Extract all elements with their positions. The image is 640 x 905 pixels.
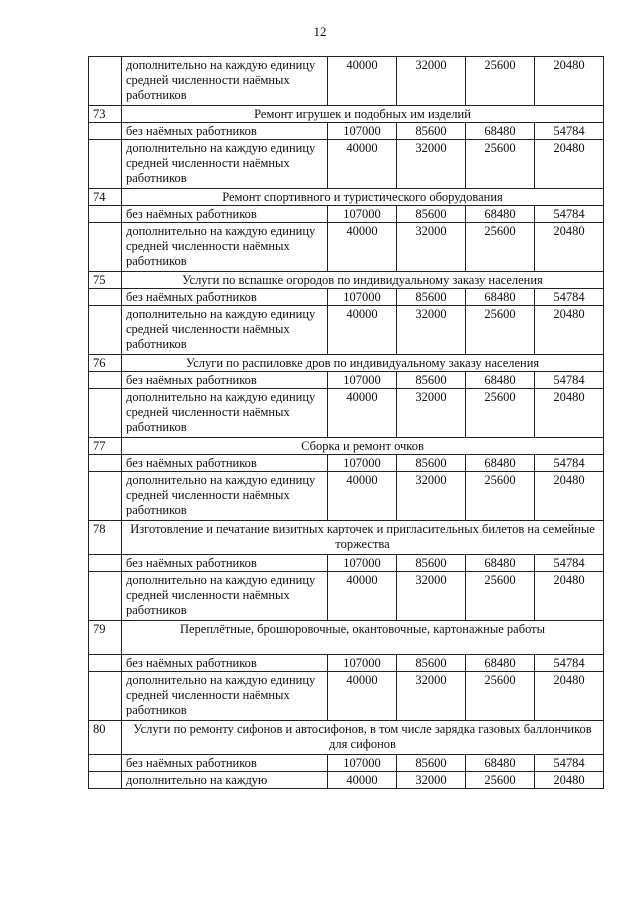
value-cell: 85600: [397, 206, 466, 223]
value-cell: 25600: [466, 472, 535, 521]
row-number: [89, 372, 122, 389]
no-employees-row: [89, 655, 604, 672]
section-title: Услуги по распиловке дров по индивидуальному заказу населения: [122, 355, 604, 372]
row-number: [89, 472, 122, 521]
no-employees-row: [89, 755, 604, 772]
row-label: дополнительно на каждую единицу средней численности наёмных работников: [122, 572, 328, 621]
section-number: 75: [89, 272, 122, 289]
value-cell: 107000: [328, 655, 397, 672]
value-cell: 54784: [535, 655, 604, 672]
row-label: без наёмных работников: [122, 289, 328, 306]
value-cell: 20480: [535, 572, 604, 621]
value-cell: 68480: [466, 372, 535, 389]
section-title: Переплётные, брошюровочные, окантовочные, картонажные работы: [122, 621, 604, 655]
section-title-row: [89, 521, 604, 555]
value-cell: 85600: [397, 123, 466, 140]
value-cell: 32000: [397, 472, 466, 521]
row-label: без наёмных работников: [122, 655, 328, 672]
value-cell: 20480: [535, 306, 604, 355]
value-cell: 107000: [328, 755, 397, 772]
section-number: 80: [89, 721, 122, 755]
value-cell: 40000: [328, 472, 397, 521]
value-cell: 68480: [466, 555, 535, 572]
per-employee-row: [89, 306, 604, 355]
value-cell: 54784: [535, 289, 604, 306]
value-cell: 25600: [466, 389, 535, 438]
per-employee-row: [89, 472, 604, 521]
value-cell: 68480: [466, 455, 535, 472]
section-number: 79: [89, 621, 122, 655]
row-label: без наёмных работников: [122, 123, 328, 140]
section-number: 74: [89, 189, 122, 206]
row-label: дополнительно на каждую единицу средней численности наёмных работников: [122, 389, 328, 438]
row-number: [89, 306, 122, 355]
section-title: Ремонт спортивного и туристического оборудования: [122, 189, 604, 206]
page-number: 12: [313, 24, 327, 39]
section-title-row: [89, 189, 604, 206]
value-cell: 25600: [466, 306, 535, 355]
value-cell: 40000: [328, 672, 397, 721]
row-number: [89, 123, 122, 140]
no-employees-row: [89, 455, 604, 472]
value-cell: 85600: [397, 455, 466, 472]
section-title: Услуги по вспашке огородов по индивидуальному заказу населения: [122, 272, 604, 289]
row-number: [89, 555, 122, 572]
section-title: Услуги по ремонту сифонов и автосифонов, в том числе зарядка газовых баллончиков для сифонов: [122, 721, 604, 755]
section-number: 77: [89, 438, 122, 455]
section-number: 78: [89, 521, 122, 555]
value-cell: 54784: [535, 372, 604, 389]
value-cell: 32000: [397, 223, 466, 272]
value-cell: 25600: [466, 572, 535, 621]
value-cell: 68480: [466, 655, 535, 672]
value-cell: 25600: [466, 672, 535, 721]
value-cell: 20480: [535, 223, 604, 272]
no-employees-row: [89, 123, 604, 140]
row-label: дополнительно на каждую единицу средней численности наёмных работников: [122, 306, 328, 355]
row-label: без наёмных работников: [122, 455, 328, 472]
value-cell: 68480: [466, 206, 535, 223]
value-cell: 40000: [328, 389, 397, 438]
value-cell: 20480: [535, 57, 604, 106]
section-title: Сборка и ремонт очков: [122, 438, 604, 455]
row-label: дополнительно на каждую единицу средней численности наёмных работников: [122, 472, 328, 521]
section-title-row: [89, 106, 604, 123]
row-label: дополнительно на каждую единицу средней численности наёмных работников: [122, 672, 328, 721]
continuation-row: [89, 57, 604, 106]
value-cell: 32000: [397, 389, 466, 438]
row-number: [89, 455, 122, 472]
value-cell: 20480: [535, 140, 604, 189]
row-label: дополнительно на каждую единицу средней численности наёмных работников: [122, 223, 328, 272]
value-cell: 20480: [535, 472, 604, 521]
row-label: без наёмных работников: [122, 206, 328, 223]
value-cell: 85600: [397, 755, 466, 772]
section-title-row: [89, 621, 604, 655]
value-cell: 25600: [466, 57, 535, 106]
per-employee-row: [89, 772, 604, 789]
section-title-row: [89, 272, 604, 289]
value-cell: 68480: [466, 289, 535, 306]
per-employee-row: [89, 672, 604, 721]
value-cell: 32000: [397, 572, 466, 621]
row-number: [89, 755, 122, 772]
value-cell: 25600: [466, 223, 535, 272]
value-cell: 25600: [466, 140, 535, 189]
value-cell: 32000: [397, 306, 466, 355]
row-number: [89, 389, 122, 438]
section-number: 76: [89, 355, 122, 372]
value-cell: 40000: [328, 572, 397, 621]
row-number: [89, 772, 122, 789]
per-employee-row: [89, 572, 604, 621]
row-number: [89, 206, 122, 223]
value-cell: 54784: [535, 755, 604, 772]
row-label: без наёмных работников: [122, 555, 328, 572]
section-title-row: [89, 721, 604, 755]
value-cell: 32000: [397, 57, 466, 106]
value-cell: 20480: [535, 389, 604, 438]
section-title: Изготовление и печатание визитных карточек и пригласительных билетов на семейные торжества: [122, 521, 604, 555]
section-title-row: [89, 438, 604, 455]
value-cell: 40000: [328, 57, 397, 106]
value-cell: 68480: [466, 123, 535, 140]
row-label: дополнительно на каждую единицу средней численности наёмных работников: [122, 57, 328, 106]
section-title-row: [89, 355, 604, 372]
no-employees-row: [89, 206, 604, 223]
row-number: [89, 223, 122, 272]
row-number: [89, 289, 122, 306]
value-cell: 20480: [535, 672, 604, 721]
value-cell: 54784: [535, 555, 604, 572]
value-cell: 85600: [397, 372, 466, 389]
per-employee-row: [89, 389, 604, 438]
row-number: [89, 655, 122, 672]
row-label: дополнительно на каждую единицу средней численности наёмных работников: [122, 140, 328, 189]
row-number: [89, 57, 122, 106]
value-cell: 40000: [328, 140, 397, 189]
value-cell: 32000: [397, 672, 466, 721]
row-number: [89, 140, 122, 189]
value-cell: 107000: [328, 372, 397, 389]
row-number: [89, 572, 122, 621]
section-title: Ремонт игрушек и подобных им изделий: [122, 106, 604, 123]
section-number: 73: [89, 106, 122, 123]
value-cell: 54784: [535, 206, 604, 223]
no-employees-row: [89, 289, 604, 306]
no-employees-row: [89, 372, 604, 389]
value-cell: 54784: [535, 455, 604, 472]
value-cell: 40000: [328, 223, 397, 272]
value-cell: 85600: [397, 555, 466, 572]
row-number: [89, 672, 122, 721]
value-cell: 85600: [397, 655, 466, 672]
value-cell: 40000: [328, 306, 397, 355]
row-label: дополнительно на каждую: [122, 772, 328, 789]
per-employee-row: [89, 140, 604, 189]
value-cell: 107000: [328, 206, 397, 223]
value-cell: 40000: [328, 772, 397, 789]
value-cell: 107000: [328, 555, 397, 572]
value-cell: 54784: [535, 123, 604, 140]
value-cell: 32000: [397, 140, 466, 189]
value-cell: 107000: [328, 123, 397, 140]
value-cell: 107000: [328, 289, 397, 306]
value-cell: 20480: [535, 772, 604, 789]
value-cell: 32000: [397, 772, 466, 789]
no-employees-row: [89, 555, 604, 572]
tariff-table-body: [89, 57, 604, 789]
value-cell: 68480: [466, 755, 535, 772]
value-cell: 25600: [466, 772, 535, 789]
row-label: без наёмных работников: [122, 755, 328, 772]
value-cell: 107000: [328, 455, 397, 472]
tariff-table: [88, 56, 604, 789]
value-cell: 85600: [397, 289, 466, 306]
row-label: без наёмных работников: [122, 372, 328, 389]
per-employee-row: [89, 223, 604, 272]
